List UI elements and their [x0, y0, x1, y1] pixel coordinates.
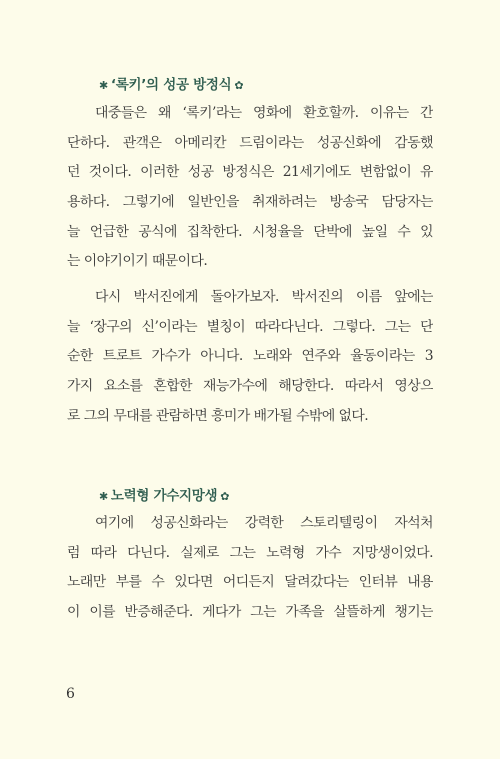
flower-star-icon: ✿ [234, 79, 244, 92]
section-heading-rocky [96, 73, 246, 93]
flower-star-icon: ✱ [99, 79, 108, 92]
text-line: 용하다. 그렇기에 일반인을 취재하려는 방송국 담당자는 [67, 194, 433, 211]
flower-star-icon: ✿ [220, 490, 230, 503]
text-line: 다시 박서진에게 돌아가보자. 박서진의 이름 앞에는 [95, 289, 433, 305]
section-heading-text: ‘록키’의 성공 방정식 [110, 77, 232, 93]
text-line: 이 이를 반증해준다. 게다가 그는 가족을 살뜰하게 챙기는 [67, 604, 433, 621]
text-line: 대중들은 왜 ‘록키’라는 영화에 환호할까. 이유는 간 [95, 105, 433, 121]
flower-star-icon: ✱ [99, 490, 108, 503]
paragraph [67, 99, 433, 277]
text-line: 가지 요소를 혼합한 재능가수에 해당한다. 따라서 영상으 [67, 378, 433, 395]
text-line: 럼 따라 다닌다. 실제로 그는 노력형 가수 지망생이었다. [67, 544, 433, 561]
text-line: 늘 ‘장구의 신’이라는 별칭이 따라다닌다. 그렇다. 그는 단 [67, 318, 433, 335]
text-line: 로 그의 무대를 관람하면 흥미가 배가될 수밖에 없다. [67, 407, 369, 424]
page-number: 6 [66, 686, 75, 702]
text-line: 노래만 부를 수 있다면 어디든지 달려갔다는 인터뷰 내용 [67, 574, 433, 591]
text-line: 는 이야기이기 때문이다. [67, 253, 208, 270]
section-heading-effort [96, 484, 232, 504]
text-line: 단하다. 관객은 아메리칸 드림이라는 성공신화에 감동했 [67, 134, 433, 151]
text-line: 여기에 성공신화라는 강력한 스토리텔링이 자석처 [95, 515, 433, 531]
text-line: 순한 트로트 가수가 아니다. 노래와 연주와 율동이라는 3 [67, 348, 433, 365]
paragraph [67, 283, 433, 431]
section-heading-text: 노력형 가수지망생 [110, 488, 218, 504]
text-line: 늘 언급한 공식에 집착한다. 시청율을 단박에 높일 수 있 [67, 223, 433, 240]
paragraph [67, 509, 433, 628]
text-line: 던 것이다. 이러한 성공 방정식은 21세기에도 변함없이 유 [67, 164, 433, 181]
